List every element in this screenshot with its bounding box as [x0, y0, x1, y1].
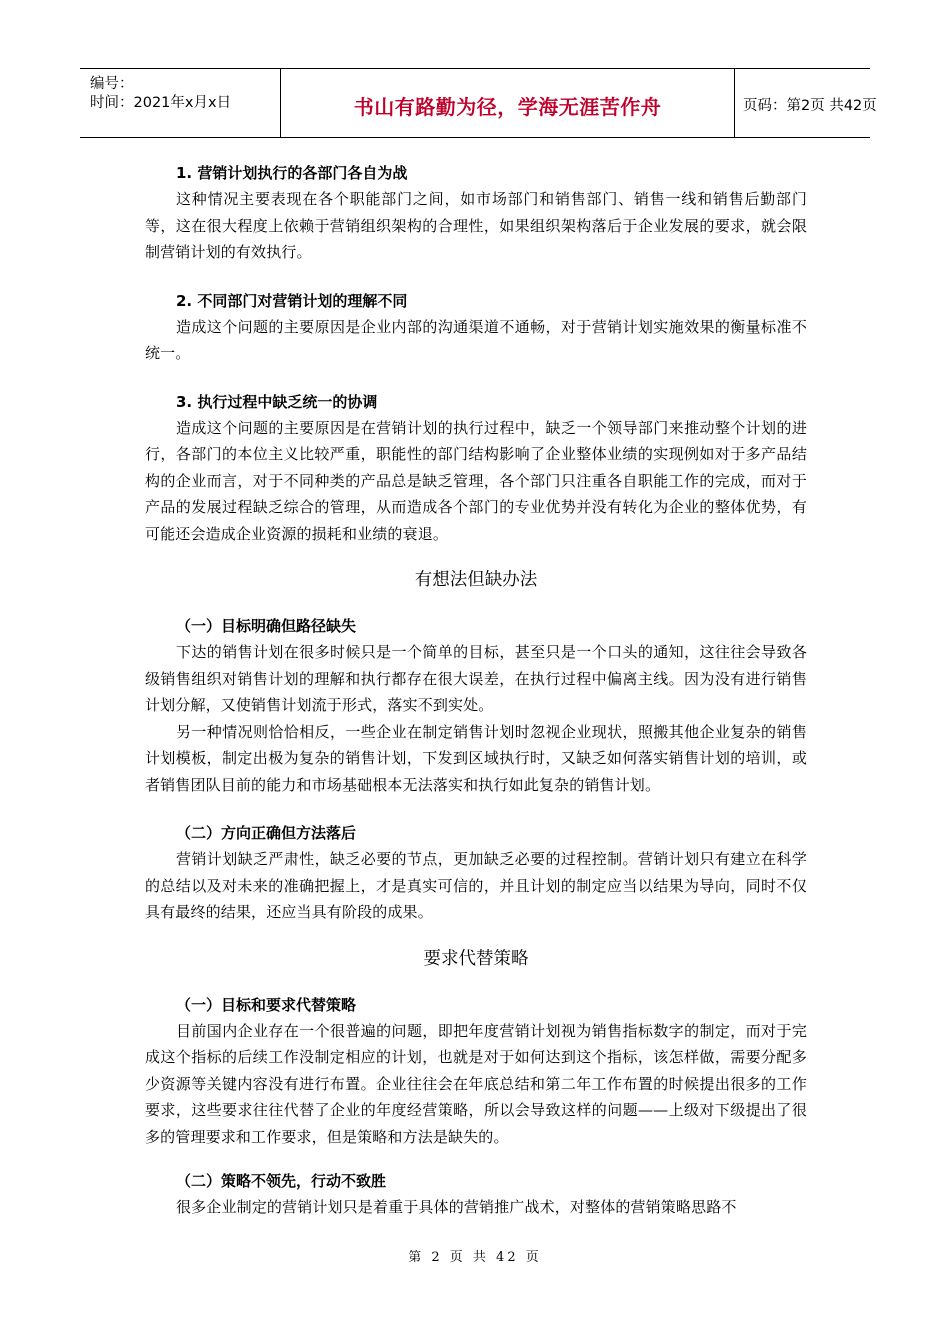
paragraph: 很多企业制定的营销计划只是着重于具体的营销推广战术，对整体的营销策略思路不 — [176, 1198, 737, 1216]
section-heading: 2. 不同部门对营销计划的理解不同 — [176, 291, 408, 310]
header-motto: 书山有路勤为径，学海无涯苦作舟 — [353, 95, 662, 119]
paragraph: 另一种情况则恰恰相反，一些企业在制定销售计划时忽视企业现状，照搬其他企业复杂的销售计划模板，制定出极为复杂的销售计划，下发到区域执行时，又缺乏如何落实销售计划的培训，或者销售团队目前的能力和市场基础根本无法落实和执行如此复杂的销售计划。 — [145, 722, 807, 794]
subsection-heading: （一）目标和要求代替策略 — [176, 995, 357, 1014]
header-motto-cell — [280, 69, 735, 137]
paragraph: 造成这个问题的主要原因是在营销计划的执行过程中，缺乏一个领导部门来推动整个计划的进行，各部门的本位主义比较严重，职能性的部门结构影响了企业整体业绩的实现例如对于多产品结构的企业而言，对于不同种类的产品总是缺乏管理，各个部门只注重各自职能工作的完成，而对于产品的发展过程缺乏综合的管理，从而造成各个部门的专业优势并没有转化为企业的整体优势，有可能还会造成企业资源的损耗和业绩的衰退。 — [145, 418, 807, 543]
paragraph: 这种情况主要表现在各个职能部门之间，如市场部门和销售部门、销售一线和销售后勤部门等，这在很大程度上依赖于营销组织架构的合理性，如果组织架构落后于企业发展的要求，就会限制营销计划的有效执行。 — [145, 190, 807, 261]
header-info-cell — [80, 69, 280, 137]
paragraph: 造成这个问题的主要原因是企业内部的沟通渠道不通畅，对于营销计划实施效果的衡量标准不统一。 — [145, 317, 807, 362]
header-page-info: 页码：第2页 共42页 — [743, 98, 877, 114]
section-heading: 1. 营销计划执行的各部门各自为战 — [176, 164, 408, 182]
section-heading: 3. 执行过程中缺乏统一的协调 — [176, 392, 378, 411]
subsection-heading: （二）方向正确但方法落后 — [176, 824, 357, 842]
document-body — [145, 160, 807, 1221]
page-footer: 第 2 页 共 42 页 — [408, 1250, 542, 1265]
paragraph: 营销计划缺乏严肃性，缺乏必要的节点，更加缺乏必要的过程控制。营销计划只有建立在科学的总结以及对未来的准确把握上，才是真实可信的，并且计划的制定应当以结果为导向，同时不仅具有最终的结果，还应当具有阶段的成果。 — [145, 850, 807, 921]
chapter-heading: 有想法但缺办法 — [414, 570, 538, 590]
subsection-heading: （二）策略不领先，行动不致胜 — [176, 1172, 387, 1190]
paragraph: 下达的销售计划在很多时候只是一个简单的目标，甚至只是一个口头的通知，这往往会导致各级销售组织对销售计划的理解和执行都存在很大误差，在执行过程中偏离主线。因为没有进行销售计划分解，又使销售计划流于形式，落实不到实处。 — [145, 643, 807, 714]
subsection-heading: （一）目标明确但路径缺失 — [176, 617, 357, 635]
document-number-label: 编号： — [90, 76, 134, 92]
paragraph: 目前国内企业存在一个很普遍的问题，即把年度营销计划视为销售指标数字的制定，而对于完成这个指标的后续工作没制定相应的计划，也就是对于如何达到这个指标，该怎样做，需要分配多少资源等关键内容没有进行布置。企业往往会在年底总结和第二年工作布置的时候提出很多的工作要求，这些要求往往代替了企业的年度经营策略，所以会导致这样的问题——上级对下级提出了很多的管理要求和工作要求，但是策略和方法是缺失的。 — [145, 1021, 807, 1146]
header-page-cell — [735, 69, 877, 137]
document-date-label: 时间：2021年x月x日 — [90, 95, 232, 111]
page-header — [80, 68, 877, 138]
chapter-heading: 要求代替策略 — [423, 948, 529, 969]
